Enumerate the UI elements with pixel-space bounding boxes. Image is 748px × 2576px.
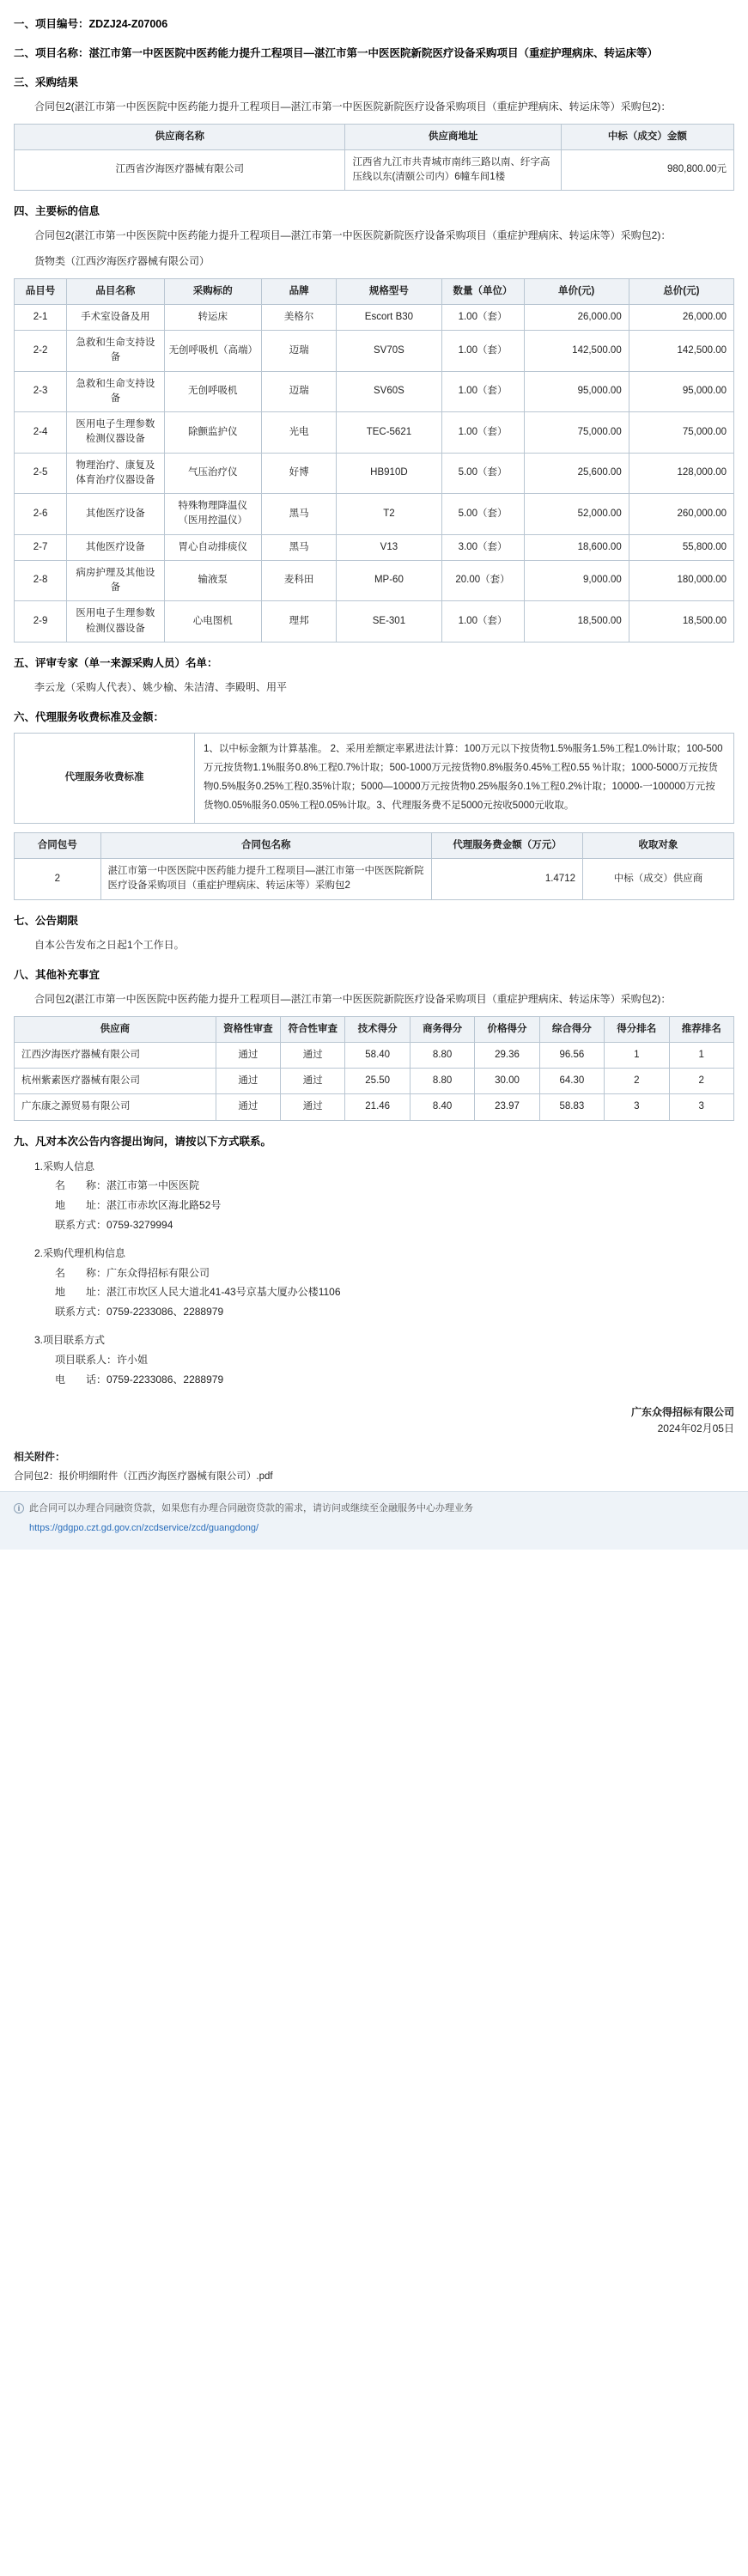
items-cell: 黑马 bbox=[262, 534, 337, 560]
table-row bbox=[15, 371, 734, 412]
items-cell: 2-4 bbox=[15, 412, 67, 454]
table-row bbox=[15, 331, 734, 372]
items-cell: 5.00（套） bbox=[441, 494, 524, 535]
items-cell: 75,000.00 bbox=[524, 412, 629, 454]
items-cell: 黑马 bbox=[262, 494, 337, 535]
contact-list bbox=[14, 1157, 734, 1390]
score-cell: 58.83 bbox=[539, 1094, 604, 1120]
items-cell: 医用电子生理参数检测仪器设备 bbox=[67, 601, 164, 642]
items-cell: 麦科田 bbox=[262, 560, 337, 601]
score-col-qualification: 资格性审查 bbox=[216, 1016, 280, 1042]
items-col-brand: 品牌 bbox=[262, 278, 337, 304]
contact-line: 联系方式：0759-3279994 bbox=[55, 1219, 173, 1232]
items-cell: 18,500.00 bbox=[524, 601, 629, 642]
result-supplier-name: 江西省汐海医疗器械有限公司 bbox=[15, 149, 345, 191]
items-cell: 转运床 bbox=[164, 304, 261, 330]
items-cell: 9,000.00 bbox=[524, 560, 629, 601]
section-project-number: 一、项目编号：ZDZJ24-Z07006 bbox=[14, 18, 168, 30]
supplement-paragraph: 合同包2(湛江市第一中医医院中医药能力提升工程项目—湛江市第一中医医院新院医疗设备采购项目（重症护理病床、转运床等）采购包2)： bbox=[34, 993, 672, 1006]
contact-line: 项目联系人：许小姐 bbox=[55, 1353, 149, 1366]
items-cell: 20.00（套） bbox=[441, 560, 524, 601]
attachment-item[interactable]: 合同包2：报价明细附件（江西汐海医疗器械有限公司）.pdf bbox=[14, 1471, 273, 1483]
table-row bbox=[15, 453, 734, 494]
table-row bbox=[15, 1094, 734, 1120]
items-col-unitprice: 单价(元) bbox=[524, 278, 629, 304]
score-col-recommend-rank: 推荐排名 bbox=[669, 1016, 734, 1042]
score-cell: 8.80 bbox=[410, 1042, 474, 1068]
notice-period-paragraph: 自本公告发布之日起1个工作日。 bbox=[34, 938, 185, 951]
info-icon: i bbox=[14, 1503, 24, 1513]
contact-line: 电 话：0759-2233086、2288979 bbox=[55, 1373, 224, 1385]
score-col-price: 价格得分 bbox=[475, 1016, 539, 1042]
items-cell: 180,000.00 bbox=[629, 560, 733, 601]
fee-table-header-row bbox=[15, 832, 734, 858]
table-row bbox=[15, 494, 734, 535]
items-table-header-row bbox=[15, 278, 734, 304]
items-cell: 95,000.00 bbox=[524, 371, 629, 412]
items-cell: 128,000.00 bbox=[629, 453, 733, 494]
result-col-amount: 中标（成交）金额 bbox=[561, 124, 733, 149]
score-cell: 30.00 bbox=[475, 1069, 539, 1094]
fee-standard-label: 代理服务收费标准 bbox=[15, 734, 195, 823]
result-col-address: 供应商地址 bbox=[345, 124, 561, 149]
items-cell: 95,000.00 bbox=[629, 371, 733, 412]
items-cell: 3.00（套） bbox=[441, 534, 524, 560]
items-cell: 迈瑞 bbox=[262, 331, 337, 372]
result-supplier-address: 江西省九江市共青城市南纬三路以南、纡字高压线以东(清颐公司内）6幢车间1楼 bbox=[345, 149, 561, 191]
score-cell: 21.46 bbox=[345, 1094, 410, 1120]
items-cell: 1.00（套） bbox=[441, 412, 524, 454]
items-cell: 光电 bbox=[262, 412, 337, 454]
table-row bbox=[15, 734, 734, 823]
contact-line: 地 址：湛江市坎区人民大道北41-43号京基大厦办公楼1106 bbox=[55, 1286, 341, 1299]
signature-org: 广东众得招标有限公司 bbox=[630, 1406, 734, 1419]
attachment-title: 相关附件： bbox=[14, 1451, 66, 1464]
score-cell: 58.40 bbox=[345, 1042, 410, 1068]
items-cell: 5.00（套） bbox=[441, 453, 524, 494]
score-cell: 广东康之源贸易有限公司 bbox=[15, 1094, 216, 1120]
items-cell: 2-3 bbox=[15, 371, 67, 412]
items-cell: 142,500.00 bbox=[524, 331, 629, 372]
fee-amount: 1.4712 bbox=[432, 859, 583, 900]
procurement-result-paragraph: 合同包2(湛江市第一中医医院中医药能力提升工程项目—湛江市第一中医医院新院医疗设备采购项目（重症护理病床、转运床等）采购包2)： bbox=[34, 100, 672, 113]
items-cell: 2-8 bbox=[15, 560, 67, 601]
items-col-name: 品目名称 bbox=[67, 278, 164, 304]
score-cell: 江西汐海医疗器械有限公司 bbox=[15, 1042, 216, 1068]
table-row bbox=[15, 859, 734, 900]
items-cell: TEC-5621 bbox=[337, 412, 441, 454]
score-cell: 通过 bbox=[216, 1069, 280, 1094]
items-cell: 手术室设备及用 bbox=[67, 304, 164, 330]
score-cell: 杭州紫素医疗器械有限公司 bbox=[15, 1069, 216, 1094]
items-cell: 迈瑞 bbox=[262, 371, 337, 412]
finance-notice-link[interactable]: https://gdgpo.czt.gd.gov.cn/zcdservice/zcd/guangdong/ bbox=[29, 1523, 259, 1534]
score-cell: 1 bbox=[605, 1042, 669, 1068]
table-row bbox=[15, 601, 734, 642]
score-table bbox=[14, 1016, 734, 1121]
score-cell: 1 bbox=[669, 1042, 734, 1068]
table-row bbox=[15, 560, 734, 601]
score-cell: 通过 bbox=[216, 1094, 280, 1120]
score-col-compliance: 符合性审查 bbox=[281, 1016, 345, 1042]
table-row bbox=[15, 1069, 734, 1094]
items-cell: 其他医疗设备 bbox=[67, 494, 164, 535]
items-cell: T2 bbox=[337, 494, 441, 535]
contact-group-title: 1.采购人信息 bbox=[34, 1160, 95, 1172]
items-col-quantity: 数量（单位） bbox=[441, 278, 524, 304]
items-cell: 26,000.00 bbox=[629, 304, 733, 330]
items-cell: 26,000.00 bbox=[524, 304, 629, 330]
table-row bbox=[15, 1042, 734, 1068]
items-cell: 1.00（套） bbox=[441, 601, 524, 642]
items-cell: 无创呼吸机 bbox=[164, 371, 261, 412]
items-cell: 75,000.00 bbox=[629, 412, 733, 454]
table-row bbox=[15, 149, 734, 191]
items-cell: SE-301 bbox=[337, 601, 441, 642]
fee-package-name: 湛江市第一中医医院中医药能力提升工程项目—湛江市第一中医医院新院医疗设备采购项目（重症护理病床、转运床等）采购包2 bbox=[100, 859, 431, 900]
items-cell: 25,600.00 bbox=[524, 453, 629, 494]
agency-fee-amount-table bbox=[14, 832, 734, 900]
items-cell: 心电图机 bbox=[164, 601, 261, 642]
score-cell: 通过 bbox=[281, 1094, 345, 1120]
fee-col-package-name: 合同包名称 bbox=[100, 832, 431, 858]
result-table bbox=[14, 124, 734, 192]
section-experts-title: 五、评审专家（单一来源采购人员）名单： bbox=[14, 656, 218, 669]
contact-group-title: 3.项目联系方式 bbox=[34, 1334, 106, 1347]
main-items-subheading: 货物类（江西汐海医疗器械有限公司） bbox=[34, 254, 210, 267]
contact-group bbox=[14, 1157, 734, 1235]
experts-list: 李云龙（采购人代表）、姚少榆、朱洁清、李殿明、用平 bbox=[34, 680, 288, 693]
contact-group-title: 2.采购代理机构信息 bbox=[34, 1246, 126, 1259]
items-cell: 2-5 bbox=[15, 453, 67, 494]
items-cell: 55,800.00 bbox=[629, 534, 733, 560]
fee-col-amount: 代理服务费金额（万元） bbox=[432, 832, 583, 858]
contact-line: 联系方式：0759-2233086、2288979 bbox=[55, 1306, 224, 1318]
items-cell: MP-60 bbox=[337, 560, 441, 601]
items-cell: 260,000.00 bbox=[629, 494, 733, 535]
score-cell: 23.97 bbox=[475, 1094, 539, 1120]
result-table-header-row bbox=[15, 124, 734, 149]
section-contact-title: 九、凡对本次公告内容提出询问，请按以下方式联系。 bbox=[14, 1135, 272, 1148]
score-col-technical: 技术得分 bbox=[345, 1016, 410, 1042]
items-cell: 急救和生命支持设备 bbox=[67, 331, 164, 372]
items-cell: 18,600.00 bbox=[524, 534, 629, 560]
items-cell: HB910D bbox=[337, 453, 441, 494]
score-col-rank: 得分排名 bbox=[605, 1016, 669, 1042]
items-cell: 气压治疗仪 bbox=[164, 453, 261, 494]
items-cell: Escort B30 bbox=[337, 304, 441, 330]
table-row bbox=[15, 412, 734, 454]
score-cell: 2 bbox=[669, 1069, 734, 1094]
items-cell: 52,000.00 bbox=[524, 494, 629, 535]
score-col-supplier: 供应商 bbox=[15, 1016, 216, 1042]
score-table-header-row bbox=[15, 1016, 734, 1042]
main-items-paragraph: 合同包2(湛江市第一中医医院中医药能力提升工程项目—湛江市第一中医医院新院医疗设备采购项目（重症护理病床、转运床等）采购包2)： bbox=[34, 229, 672, 242]
items-cell: 特殊物理降温仪（医用控温仪） bbox=[164, 494, 261, 535]
items-cell: 2-2 bbox=[15, 331, 67, 372]
fee-col-payer: 收取对象 bbox=[583, 832, 734, 858]
table-row bbox=[15, 304, 734, 330]
items-cell: 胃心自动排痰仪 bbox=[164, 534, 261, 560]
items-cell: SV60S bbox=[337, 371, 441, 412]
table-row bbox=[15, 534, 734, 560]
section-agency-fee-title: 六、代理服务收费标准及金额： bbox=[14, 711, 165, 724]
items-cell: 病房护理及其他设备 bbox=[67, 560, 164, 601]
items-col-no: 品目号 bbox=[15, 278, 67, 304]
fee-payer: 中标（成交）供应商 bbox=[583, 859, 734, 900]
contact-line: 名 称：广东众得招标有限公司 bbox=[55, 1266, 210, 1279]
contact-line: 地 址：湛江市赤坎区海北路52号 bbox=[55, 1199, 222, 1212]
finance-notice-banner bbox=[0, 1491, 748, 1550]
score-cell: 通过 bbox=[216, 1042, 280, 1068]
items-table bbox=[14, 278, 734, 642]
items-cell: 物理治疗、康复及体育治疗仪器设备 bbox=[67, 453, 164, 494]
score-cell: 8.40 bbox=[410, 1094, 474, 1120]
finance-notice-text: 此合同可以办理合同融资贷款，如果您有办理合同融资贷款的需求，请访问或继续至金融服务中心办理业务 bbox=[29, 1503, 473, 1514]
items-cell: 输液泵 bbox=[164, 560, 261, 601]
fee-package-no: 2 bbox=[15, 859, 101, 900]
score-cell: 25.50 bbox=[345, 1069, 410, 1094]
items-cell: 1.00（套） bbox=[441, 304, 524, 330]
fee-col-package-no: 合同包号 bbox=[15, 832, 101, 858]
section-project-name: 二、项目名称：湛江市第一中医医院中医药能力提升工程项目—湛江市第一中医医院新院医疗设备采购项目（重症护理病床、转运床等） bbox=[14, 47, 659, 59]
score-cell: 8.80 bbox=[410, 1069, 474, 1094]
score-cell: 3 bbox=[669, 1094, 734, 1120]
items-col-target: 采购标的 bbox=[164, 278, 261, 304]
items-cell: 美格尔 bbox=[262, 304, 337, 330]
items-cell: 理邦 bbox=[262, 601, 337, 642]
result-amount: 980,800.00元 bbox=[561, 149, 733, 191]
score-cell: 3 bbox=[605, 1094, 669, 1120]
items-col-model: 规格型号 bbox=[337, 278, 441, 304]
section-notice-period-title: 七、公告期限 bbox=[14, 914, 79, 927]
score-cell: 29.36 bbox=[475, 1042, 539, 1068]
items-cell: 其他医疗设备 bbox=[67, 534, 164, 560]
items-cell: 急救和生命支持设备 bbox=[67, 371, 164, 412]
items-cell: 2-7 bbox=[15, 534, 67, 560]
score-cell: 通过 bbox=[281, 1069, 345, 1094]
score-cell: 通过 bbox=[281, 1042, 345, 1068]
items-cell: 1.00（套） bbox=[441, 371, 524, 412]
items-cell: 2-9 bbox=[15, 601, 67, 642]
score-col-overall: 综合得分 bbox=[539, 1016, 604, 1042]
contact-group bbox=[14, 1331, 734, 1389]
items-cell: 好博 bbox=[262, 453, 337, 494]
items-cell: SV70S bbox=[337, 331, 441, 372]
items-cell: 无创呼吸机（高端） bbox=[164, 331, 261, 372]
contact-line: 名 称：湛江市第一中医医院 bbox=[55, 1179, 200, 1192]
items-cell: 142,500.00 bbox=[629, 331, 733, 372]
score-col-business: 商务得分 bbox=[410, 1016, 474, 1042]
agency-fee-standard-table bbox=[14, 733, 734, 823]
items-cell: 18,500.00 bbox=[629, 601, 733, 642]
signature-date: 2024年02月05日 bbox=[657, 1422, 734, 1435]
items-cell: 2-1 bbox=[15, 304, 67, 330]
section-main-items-title: 四、主要标的信息 bbox=[14, 205, 100, 218]
items-cell: 医用电子生理参数检测仪器设备 bbox=[67, 412, 164, 454]
score-cell: 64.30 bbox=[539, 1069, 604, 1094]
items-cell: 1.00（套） bbox=[441, 331, 524, 372]
fee-standard-body: 1、以中标金额为计算基准。 2、采用差额定率累进法计算：100万元以下按货物1.5%服务1.5%工程1.0%计取；100-500万元按货物1.1%服务0.8%工程0.7%计取；500-1000万元按货物0.8%服务0.45%工程0.55 %计取；1000-5000万元按货物0.5%服务0.25%工程0.35%计取；5000—10000万元按货物0.25%服务0.1%工程0.2%计取；10000-一100000万元按货物0.05%服务0.05%工程0.05%计取。3、代理服务费不足5000元按收5000元收取。 bbox=[195, 734, 734, 823]
items-col-total: 总价(元) bbox=[629, 278, 733, 304]
items-cell: 2-6 bbox=[15, 494, 67, 535]
section-supplement-title: 八、其他补充事宜 bbox=[14, 969, 100, 982]
score-cell: 96.56 bbox=[539, 1042, 604, 1068]
result-col-supplier: 供应商名称 bbox=[15, 124, 345, 149]
items-cell: 除颤监护仪 bbox=[164, 412, 261, 454]
section-procurement-result-title: 三、采购结果 bbox=[14, 76, 79, 88]
contact-group bbox=[14, 1244, 734, 1322]
score-cell: 2 bbox=[605, 1069, 669, 1094]
items-cell: V13 bbox=[337, 534, 441, 560]
